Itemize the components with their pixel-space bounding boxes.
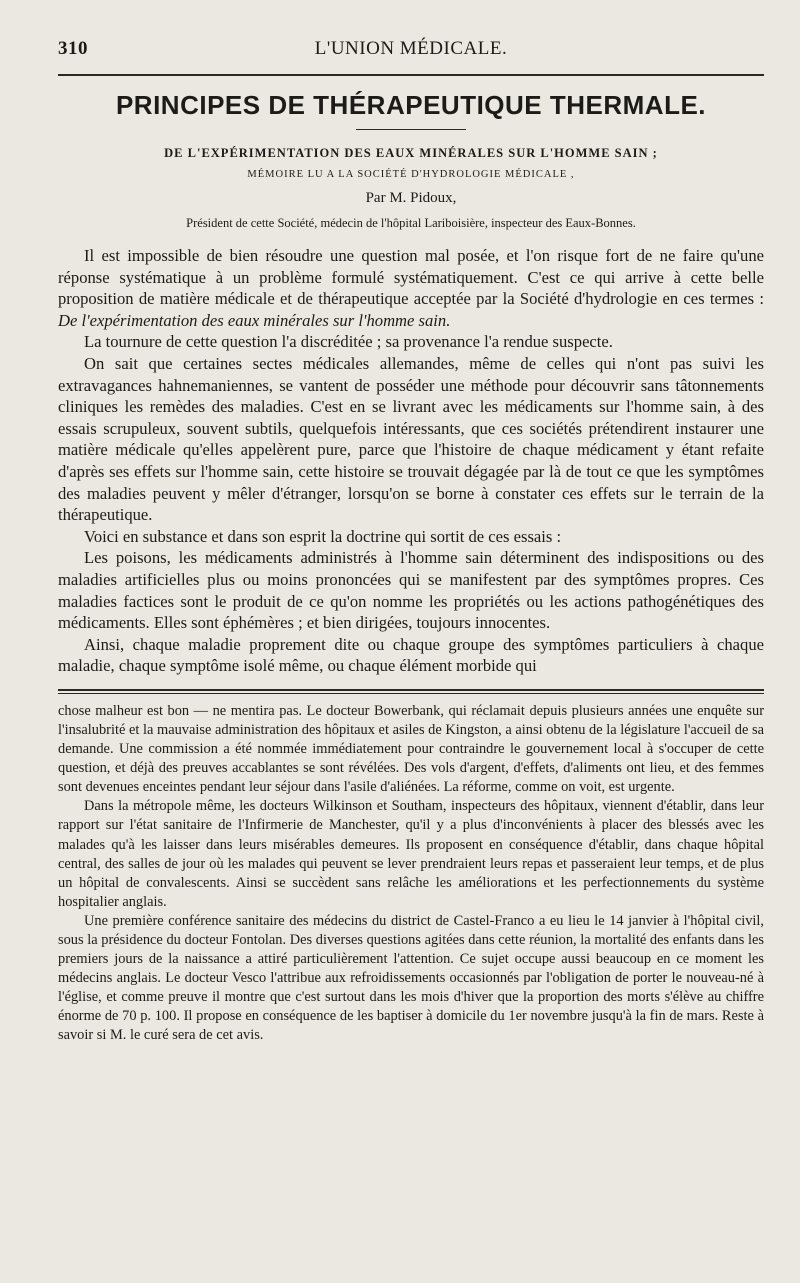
running-head [58, 38, 764, 68]
article-body [58, 245, 764, 677]
author-line: Par M. Pidoux, [365, 190, 457, 206]
paragraph-2: La tournure de cette question l'a discréditée ; sa provenance l'a rendue suspecte. [84, 332, 613, 352]
memoire-line: MÉMOIRE LU A LA SOCIÉTÉ D'HYDROLOGIE MÉDICALE , [247, 169, 575, 180]
feuilleton [58, 702, 764, 1046]
running-title: L'UNION MÉDICALE. [314, 38, 508, 59]
feuilleton-paragraph-3: Une première conférence sanitaire des médecins du district de Castel-Franco a eu lieu le 14 janvier à l'hôpital civil, sous la présidence du docteur Fontolan. Des diverses questions agitées dans cette réunion, la mortalité des enfants dans les premiers jours de la naissance a attiré particulièrement l'attention. Ce sujet occupe aussi beaucoup en ce moment les médecins anglais. Le docteur Vesco l'attribue aux refroidissements occasionnés par l'obligation de porter le nouveau-né à l'église, et comme preuve il montre que c'est surtout dans les mois d'hiver que la proportion des morts s'élève au chiffre énorme de 70 p. 100. Il propose en conséquence de les baptiser à domicile du 1er novembre jusqu'à la fin de mars. Reste à savoir si M. le curé sera de cet avis. [58, 912, 764, 1044]
paragraph-6: Ainsi, chaque maladie proprement dite ou chaque groupe des symptômes particuliers à chaque maladie, chaque symptôme isolé même, ou chaque élément morbide qui [58, 634, 764, 676]
footnote-separator [58, 689, 764, 694]
header-rule [58, 74, 764, 76]
paragraph-3: On sait que certaines sectes médicales allemandes, même de celles qui n'ont pas suivi les extravagances hahnemaniennes, se vantent de posséder une méthode pour découvrir sans tâtonnements cliniques les remèdes des maladies. C'est en se livrant avec les médicaments sur l'homme sain, à des essais scrupuleux, souvent subtils, quelquefois intéressants, que ces sociétés prétendirent instaurer une matière médicale qu'elles appelèrent pure, parce que l'histoire de chaque médicament y étant refaite d'après ses effets sur l'homme sain, cette histoire se trouvait dégagée par là de tout ce que les symptômes des maladies peuvent y mêler d'étranger, lorsqu'on se borne à constater ces effets sur le terrain de la thérapeutique. [58, 353, 764, 525]
paragraph-5: Les poisons, les médicaments administrés à l'homme sain déterminent des indispositions ou des maladies artificielles plus ou moins prononcées qui se manifestent par des symptômes propres. Ces maladies factices sont le produit de ce qu'on nomme les propriétés ou les actions pathogénétiques des médicaments. Elles sont éphémères ; et bien dirigées, toujours innocentes. [58, 548, 764, 633]
feuilleton-paragraph-2: Dans la métropole même, les docteurs Wilkinson et Southam, inspecteurs des hôpitaux, viennent d'établir, dans leur rapport sur l'état sanitaire de l'Infirmerie de Manchester, qu'il y a plus d'inconvénients à placer des blessés avec les malades qu'à les laisser dans leurs misérables demeures. Ils proposent en conséquence d'établir, dans chaque hôpital central, des salles de jour où les malades qui peuvent se lever prendraient leurs repas et passeraient leur temps, et de plus un hôpital de convalescents. Ainsi se succèdent sans relâche les améliorations et les perfectionnements du système hospitalier anglais. [58, 798, 764, 910]
paragraph-1 [58, 245, 764, 331]
paragraph-1-italic: De l'expérimentation des eaux minérales sur l'homme sain. [58, 310, 451, 330]
title-rule [356, 129, 466, 130]
paragraph-1-text: Il est impossible de bien résoudre une question mal posée, et l'on risque fort de ne faire qu'une réponse systématique à un problème formulé systématiquement. C'est ce qui arrive à cette belle proposition de matière médicale et de thérapeutique acceptée par la Société d'hydrologie en ces termes : [58, 246, 764, 309]
article-subtitle: DE L'EXPÉRIMENTATION DES EAUX MINÉRALES SUR L'HOMME SAIN ; [164, 146, 658, 160]
article-title: PRINCIPES DE THÉRAPEUTIQUE THERMALE. [115, 90, 707, 120]
author-role: Président de cette Société, médecin de l'hôpital Lariboisière, inspecteur des Eaux-Bonnes. [186, 216, 636, 230]
page-number: 310 [58, 38, 88, 59]
paragraph-4: Voici en substance et dans son esprit la doctrine qui sortit de ces essais : [84, 526, 562, 546]
feuilleton-paragraph-1: chose malheur est bon — ne mentira pas. Le docteur Bowerbank, qui réclamait depuis plusieurs années une enquête sur l'insalubrité et la mauvaise administration des hôpitaux et asiles de Kingston, a ainsi obtenu de la législature l'accueil de sa demande. Une commission a été nommée immédiatement pour contraindre le gouvernement local à s'occuper de cette question, et déjà des preuves accablantes se sont révélées. Des vols d'argent, d'effets, d'aliments ont lieu, et des femmes sont devenues enceintes pendant leur séjour dans l'asile d'aliénées. La réforme, comme on voit, est urgente. [58, 702, 764, 796]
